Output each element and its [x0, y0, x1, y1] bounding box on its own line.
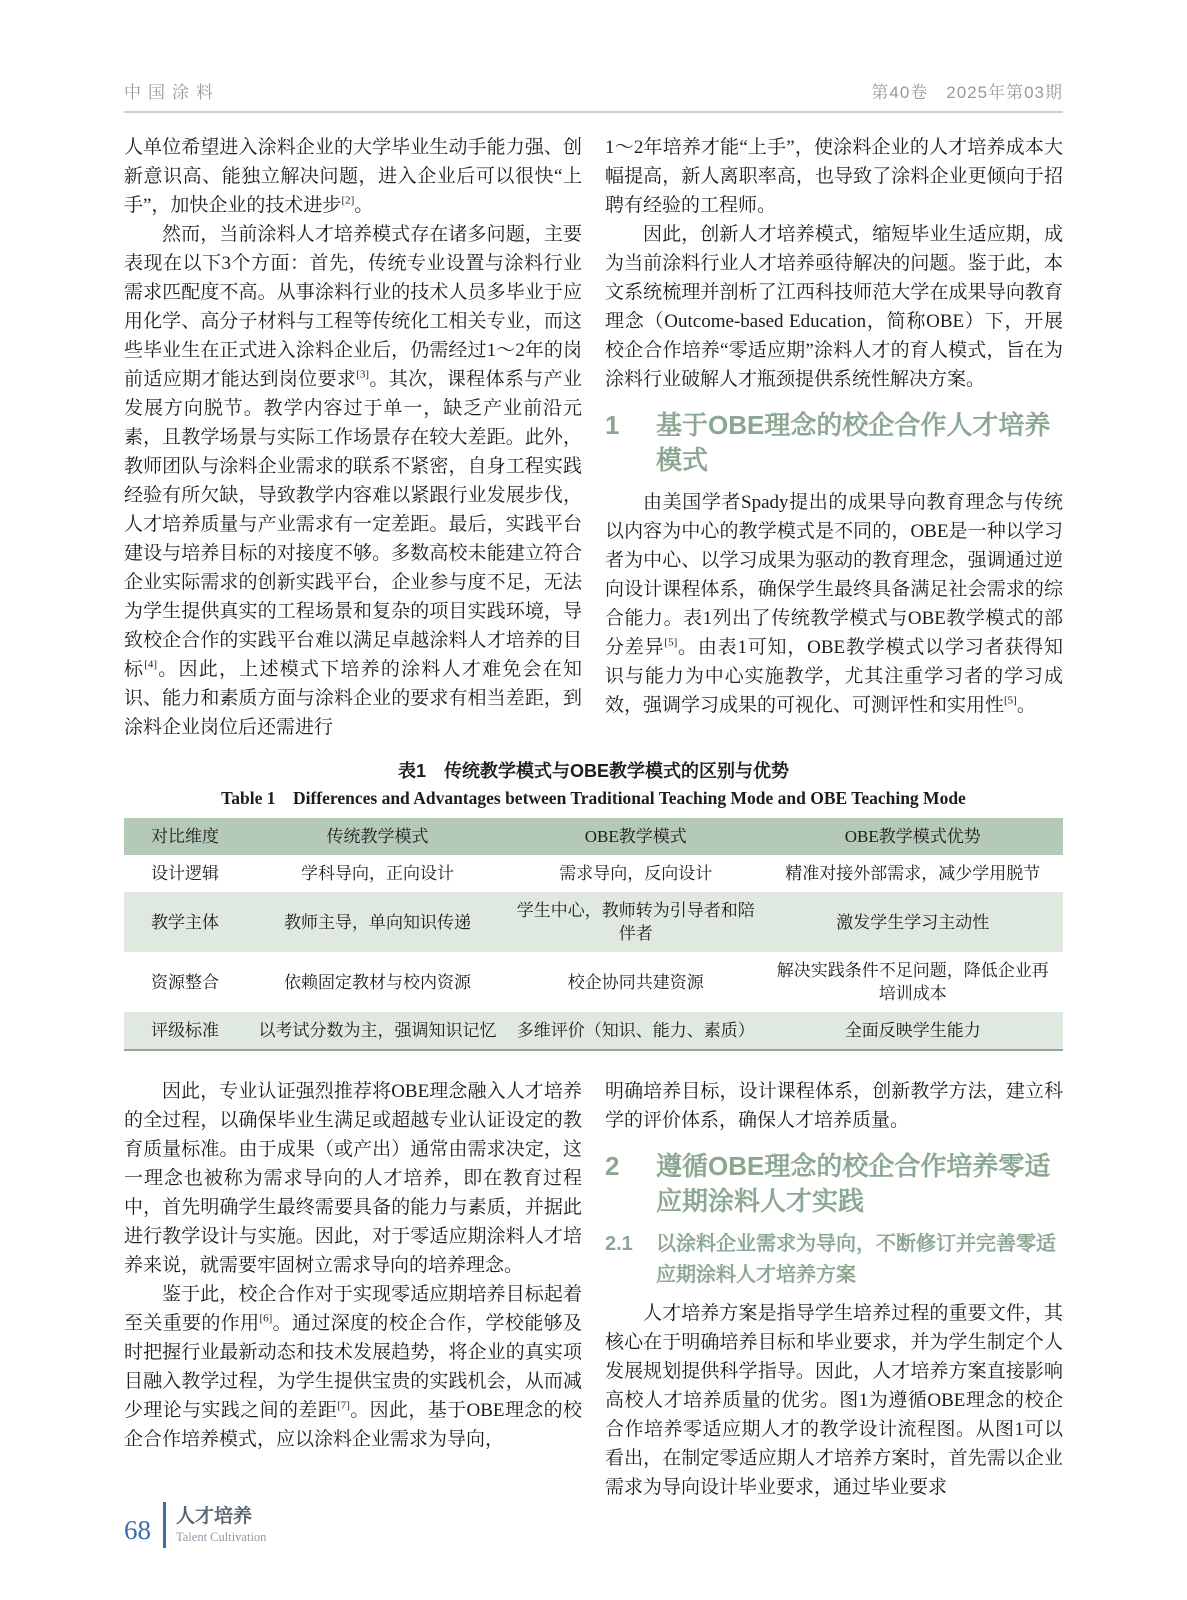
table-header-cell: 对比维度 [151, 827, 220, 846]
table-header-cell: OBE教学模式优势 [844, 827, 981, 846]
footer-section-cn: 人才培养 [176, 1506, 253, 1527]
table-header-row [124, 818, 1063, 855]
paragraph: 因此，专业认证强烈推荐将OBE理念融入人才培养的全过程，以确保毕业生满足或超越专业认证设定的教育质量标准。由于成果（或产出）通常由需求决定，这一理念也被称为需求导向的人才培养，即在教育过程中，首先明确学生最终需要具备的能力与素质，并据此进行教学设计与实施。因此，对于零适应期涂料人才培养来说，就需要牢固树立需求导向的培养理念。 [124, 1081, 582, 1276]
paragraph: 因此，创新人才培养模式，缩短毕业生适应期，成为当前涂料行业人才培养亟待解决的问题。鉴于此，本文系统梳理并剖析了江西科技师范大学在成果导向教育理念（Outcome-based Education，简称OBE）下，开展校企合作培养“零适应期”涂料人才的育人模式，旨在为涂料行业破解人才瓶颈提供系统性解决方案。 [605, 224, 1063, 390]
page-number: 68 [124, 1514, 151, 1545]
section-number: 2.1 [605, 1233, 633, 1255]
table-cell: 以考试分数为主，强调知识记忆 [258, 1021, 497, 1040]
table-row [124, 1012, 1063, 1050]
table-cell: 学科导向，正向设计 [301, 864, 455, 883]
comparison-table [124, 818, 1063, 1051]
section-1-heading [605, 408, 1063, 478]
table-cell: 依赖固定教材与校内资源 [284, 972, 472, 992]
table-cell: 教学主体 [151, 912, 220, 932]
table-cell: 全面反映学生能力 [844, 1021, 981, 1040]
table-cell: 激发学生学习主动性 [836, 912, 990, 932]
table-cell: 教师主导，单向知识传递 [284, 912, 472, 932]
paragraph: 由美国学者Spady提出的成果导向教育理念与传统以内容为中心的教学模式是不同的，OBE是一种以学习者为中心、以学习成果为驱动的教育理念，强调通过逆向设计课程体系，确保学生最终具备满足社会需求的综合能力。表1列出了传统教学模式与OBE教学模式的部分差异[5]。由表1可知，OBE教学模式以学习者获得知识与能力为中心实施教学，尤其注重学习者的学习成效，强调学习成果的可视化、可测评性和实用性[5]。 [605, 492, 1063, 716]
paragraph: 1～2年培养才能“上手”，使涂料企业的人才培养成本大幅提高，新人离职率高，也导致了涂料企业更倾向于招聘有经验的工程师。 [605, 137, 1063, 216]
right-column-bottom [605, 1077, 1063, 1502]
table-row [124, 855, 1063, 892]
issue-info: 第40卷 2025年第03期 [871, 83, 1063, 102]
table-header-cell: OBE教学模式 [584, 827, 687, 846]
section-title: 遵循OBE理念的校企合作培养零适应期涂料人才实践 [656, 1151, 1051, 1216]
upper-body [124, 133, 1063, 742]
lower-body [124, 1077, 1063, 1502]
table-1-block [124, 758, 1063, 1051]
page-header [124, 78, 1063, 113]
page-footer [124, 1502, 1063, 1548]
footer-divider-bar [163, 1502, 166, 1548]
table-row [124, 952, 1063, 1012]
table-cell: 需求导向，反向设计 [559, 864, 713, 883]
section-number: 1 [605, 410, 620, 440]
footer-section-label [176, 1505, 266, 1545]
section-number: 2 [605, 1151, 620, 1181]
table-title-en: Table 1 Differences and Advantages between Traditional Teaching Mode and OBE Teaching Mode [221, 788, 966, 808]
paragraph: 人单位希望进入涂料企业的大学毕业生动手能力强、创新意识高、能独立解决问题，进入企业后可以很快“上手”，加快企业的技术进步[2]。 [124, 137, 582, 216]
left-column-bottom [124, 1077, 582, 1502]
left-column-top [124, 133, 582, 742]
table-cell: 精准对接外部需求，减少学用脱节 [785, 864, 1041, 883]
footer-section-en: Talent Cultivation [176, 1530, 267, 1544]
paragraph: 人才培养方案是指导学生培养过程的重要文件，其核心在于明确培养目标和毕业要求，并为学生制定个人发展规划提供科学指导。因此，人才培养方案直接影响高校人才培养质量的优劣。图1为遵循OBE理念的校企合作培养零适应期人才的教学设计流程图。从图1可以看出，在制定零适应期人才培养方案时，首先需以企业需求为导向设计毕业要求，通过毕业要求 [605, 1303, 1063, 1498]
paragraph: 然而，当前涂料人才培养模式存在诸多问题，主要表现在以下3个方面：首先，传统专业设置与涂料行业需求匹配度不高。从事涂料行业的技术人员多毕业于应用化学、高分子材料与工程等传统化工相关专业，而这些毕业生在正式进入涂料企业后，仍需经过1～2年的岗前适应期才能达到岗位要求[3]。其次，课程体系与产业发展方向脱节。教学内容过于单一，缺乏产业前沿元素，且教学场景与实际工作场景存在较大差距。此外，教师团队与涂料企业需求的联系不紧密，自身工程实践经验有所欠缺，导致教学内容难以紧跟行业发展步伐，人才培养质量与产业需求有一定差距。最后，实践平台建设与培养目标的对接度不够。多数高校未能建立符合企业实际需求的创新实践平台，企业参与度不足，无法为学生提供真实的工程场景和复杂的项目实践环境，导致校企合作的实践平台难以满足卓越涂料人才培养的目标[4]。因此，上述模式下培养的涂料人才难免会在知识、能力和素质方面与涂料企业的要求有相当差距，到涂料企业岗位后还需进行 [124, 224, 582, 738]
table-cell: 资源整合 [151, 972, 220, 992]
table-header-cell: 传统教学模式 [326, 827, 429, 846]
table-cell: 解决实践条件不足问题，降低企业再培训成本 [776, 961, 1049, 1003]
section-title: 基于OBE理念的校企合作人才培养模式 [656, 410, 1051, 475]
section-2-1-heading [605, 1229, 1063, 1291]
paragraph: 明确培养目标，设计课程体系，创新教学方法，建立科学的评价体系，确保人才培养质量。 [605, 1081, 1063, 1131]
section-2-heading [605, 1149, 1063, 1219]
journal-name: 中国涂料 [124, 83, 220, 102]
section-title: 以涂料企业需求为导向，不断修订并完善零适应期涂料人才培养方案 [656, 1233, 1056, 1286]
paragraph: 鉴于此，校企合作对于实现零适应期培养目标起着至关重要的作用[6]。通过深度的校企合作，学校能够及时把握行业最新动态和技术发展趋势，将企业的真实项目融入教学过程，为学生提供宝贵的实践机会，从而减少理论与实践之间的差距[7]。因此，基于OBE理念的校企合作培养模式，应以涂料企业需求为导向， [124, 1284, 582, 1450]
table-row [124, 892, 1063, 952]
table-cell: 学生中心，教师转为引导者和陪伴者 [516, 901, 755, 943]
table-cell: 多维评价（知识、能力、素质） [516, 1021, 755, 1040]
table-title-cn: 表1 传统教学模式与OBE教学模式的区别与优势 [397, 761, 789, 781]
table-cell: 校企协同共建资源 [567, 972, 704, 992]
right-column-top [605, 133, 1063, 742]
table-cell: 评级标准 [151, 1021, 220, 1040]
table-cell: 设计逻辑 [151, 864, 220, 883]
